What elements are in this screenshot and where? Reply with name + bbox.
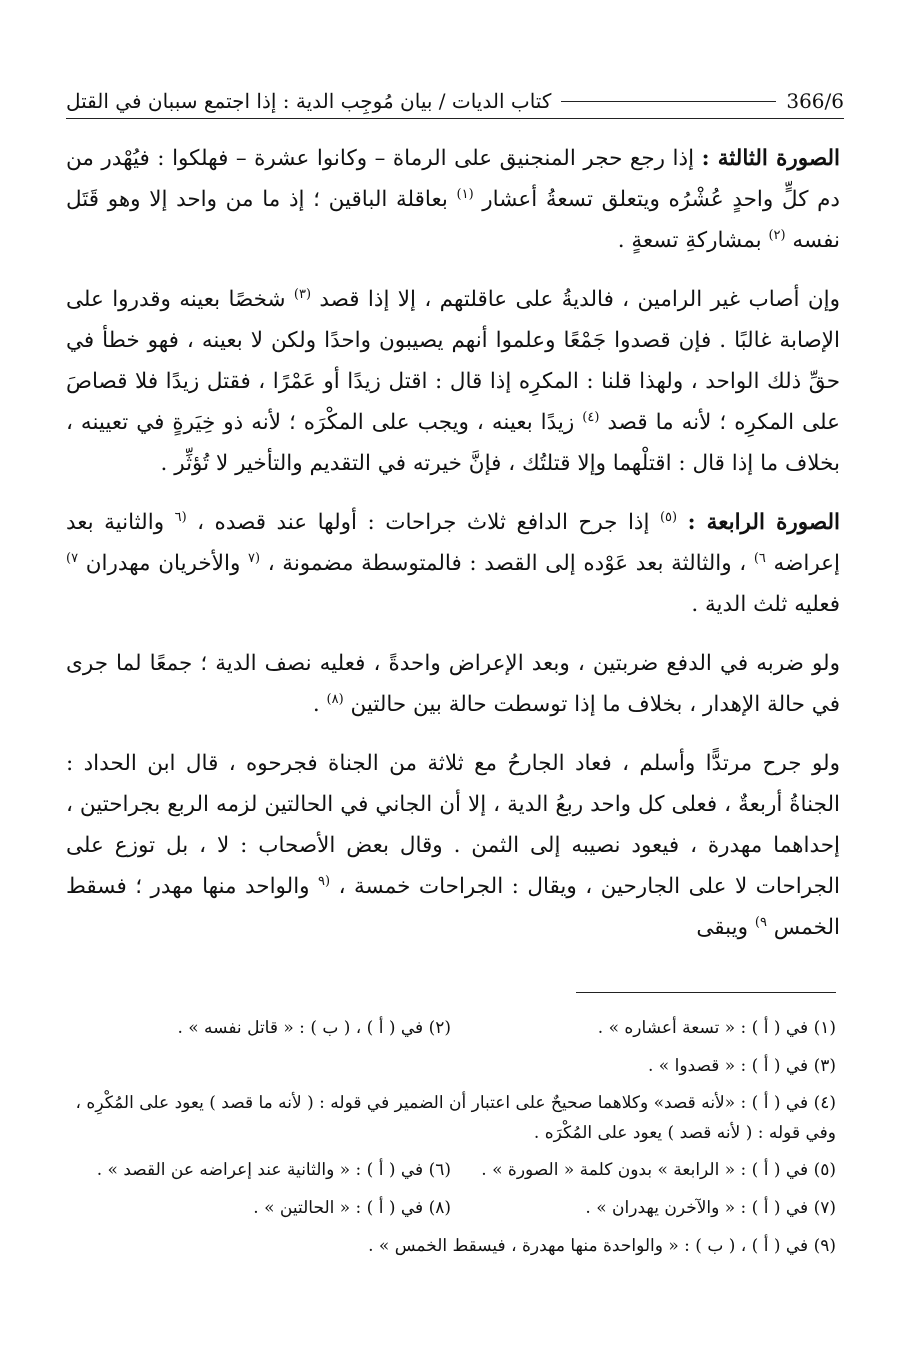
footnote-ref: (٣) bbox=[293, 286, 312, 302]
paragraph bbox=[66, 279, 840, 484]
footnote-row bbox=[66, 1154, 836, 1186]
section-heading: الصورة الثالثة : bbox=[701, 146, 840, 171]
footnote-ref: (٩ bbox=[318, 873, 331, 889]
text-run: والأخريان مهدران bbox=[78, 551, 248, 576]
running-title: كتاب الديات / بيان مُوجِب الدية : إذا اجتمع سببان في القتل bbox=[66, 89, 552, 113]
main-text bbox=[66, 138, 840, 966]
footnote-ref: (٦ bbox=[174, 509, 187, 525]
text-run: والواحد منها مهدر ؛ فسقط الخمس bbox=[66, 874, 840, 940]
footnote-2: (٢) في ( أ ) ، ( ب ) : « قاتل نفسه » . bbox=[177, 1018, 451, 1038]
text-run: . bbox=[312, 692, 327, 717]
header-rule bbox=[561, 101, 776, 102]
footnote-4: (٤) في ( أ ) : «لأنه قصد» وكلاهما صحيحٌ على اعتبار أن الضمير في قوله : ( لأنه ما قصد ) يعود على المُكْرِه ، وفي قوله : ( لأنه قصد ) يعود على المُكْرَه . bbox=[75, 1093, 836, 1143]
footnote-row bbox=[66, 1012, 836, 1044]
text-run: ، والثالثة بعد عَوْده إلى القصد : فالمتوسطة مضمونة ، bbox=[260, 551, 754, 576]
footnote-separator bbox=[576, 992, 836, 993]
footnote-row bbox=[66, 1050, 836, 1082]
page-number: 366/6 bbox=[786, 89, 844, 113]
text-run bbox=[677, 510, 688, 535]
footnote-8: (٨) في ( أ ) : « الحالتين » . bbox=[253, 1198, 451, 1218]
footnote-ref: (٥) bbox=[659, 509, 678, 525]
footnote-9: (٩) في ( أ ) ، ( ب ) : « والواحدة منها مهدرة ، فيسقط الخمس » . bbox=[368, 1236, 836, 1256]
paragraph bbox=[66, 502, 840, 625]
text-run: زيدًا بعينه ، ويجب على المكْرَه ؛ لأنه ذو خِيَرةٍ في تعيينه ، بخلاف ما إذا قال : اقتلْهما وإلا قتلتُك ، فإنَّ خيرته في التقديم والتأخير لا تُؤثِّر . bbox=[66, 410, 840, 476]
text-run: ولو جرح مرتدًّا وأسلم ، فعاد الجارحُ مع ثلاثة من الجناة فجرحوه ، قال ابن الحداد : الجناةُ أربعةٌ ، فعلى كل واحد ربعُ الدية ، إلا أن الجاني في الحالتين لزمه الربع بجراحتين ، إحداهما مهدرة ، فيعود نصيبه إلى الثمن . وقال بعض الأصحاب : لا ، بل توزع على الجراحات لا على الجارحين ، ويقال : الجراحات خمسة ، bbox=[66, 751, 840, 899]
paragraph bbox=[66, 643, 840, 725]
running-header bbox=[66, 84, 844, 119]
text-run: ويبقى bbox=[696, 915, 755, 940]
footnote-7: (٧) في ( أ ) : « والآخرن يهدران » . bbox=[585, 1198, 836, 1218]
footnote-5: (٥) في ( أ ) : « الرابعة » بدون كلمة « الصورة » . bbox=[481, 1160, 836, 1180]
footnote-ref: (٧ bbox=[247, 550, 261, 566]
text-run: بمشاركةِ تسعةٍ . bbox=[617, 228, 769, 253]
paragraph bbox=[66, 138, 840, 261]
text-run: شخصًا بعينه وقدروا على الإصابة غالبًا . فإن قصدوا جَمْعًا وعلموا أنهم يصيبون واحدًا ولكن لا بعينه ، فهو خطأ في حقِّ ذلك الواحد ، ولهذا قلنا : المكرِه إذا قال : اقتل زيدًا أو عَمْرًا ، فقتل زيدًا فلا قصاصَ على المكرِه ؛ لأنه ما قصد bbox=[66, 287, 840, 435]
footnote-1: (١) في ( أ ) : « تسعة أعشاره » . bbox=[597, 1018, 836, 1038]
footnote-6: (٦) في ( أ ) : « والثانية عند إعراضه عن القصد » . bbox=[96, 1160, 451, 1180]
section-heading: الصورة الرابعة : bbox=[687, 510, 840, 535]
text-run: إذا رجع حجر المنجنيق على الرماة – وكانوا عشرة – فهلكوا : فيُهْدر من دم كلٍّ واحدٍ عُشْرُه ويتعلق تسعةُ أعشار bbox=[66, 146, 840, 212]
footnote-ref: (٨) bbox=[326, 691, 344, 707]
footnote-row bbox=[66, 1230, 836, 1262]
text-run: ولو ضربه في الدفع ضربتين ، وبعد الإعراض واحدةً ، فعليه نصف الدية ؛ جمعًا لما جرى في حالة الإهدار ، بخلاف ما إذا توسطت حالة بين حالتين bbox=[66, 651, 840, 717]
footnote-3: (٣) في ( أ ) : « قصدوا » . bbox=[648, 1056, 836, 1076]
footnote-ref: (٤) bbox=[582, 409, 600, 425]
footnote-ref: ٦) bbox=[753, 550, 766, 566]
text-run: بعاقلة الباقين ؛ إذ ما من واحد إلا وهو قَتَل نفسه bbox=[66, 187, 840, 253]
text-run: والثانية بعد إعراضه bbox=[66, 510, 840, 576]
footnote-row bbox=[66, 1192, 836, 1224]
footnote-ref: ٧) bbox=[66, 550, 79, 566]
paragraph bbox=[66, 743, 840, 948]
footnote-ref: (١) bbox=[456, 186, 474, 202]
text-run: فعليه ثلث الدية . bbox=[691, 592, 840, 617]
text-run: وإن أصاب غير الرامين ، فالديةُ على عاقلتهم ، إلا إذا قصد bbox=[311, 287, 840, 312]
footnote-ref: ٩) bbox=[754, 914, 767, 930]
footnote-ref: (٢) bbox=[768, 227, 786, 243]
text-run: إذا جرح الدافع ثلاث جراحات : أولها عند قصده ، bbox=[186, 510, 660, 535]
footnotes bbox=[66, 1012, 836, 1268]
